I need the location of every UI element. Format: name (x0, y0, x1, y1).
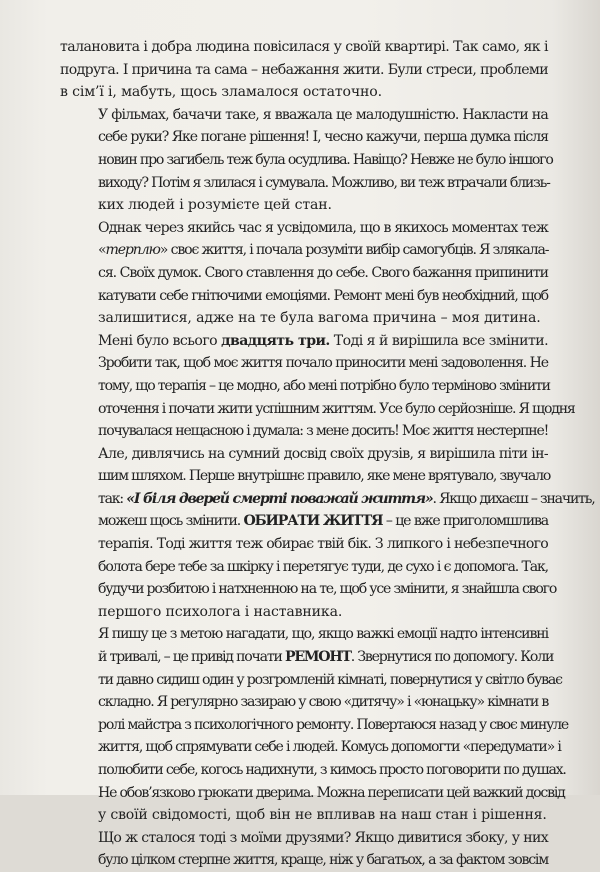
text-line (60, 239, 548, 262)
text-line (60, 578, 557, 601)
paragraph (60, 330, 575, 443)
bold-text: двадцять три. (221, 332, 330, 349)
text-run: складно. Я регулярно зазираю у свою «дитячу» і «юнацьку» кімнати в (98, 694, 549, 711)
text-line (60, 646, 554, 669)
paragraph (60, 36, 548, 104)
paragraph (60, 623, 569, 826)
bold-italic-quote: «І біля дверей смерті поважай життя» (126, 490, 433, 507)
text-line (60, 262, 548, 285)
text-line (60, 59, 548, 82)
text-run: катувати себе гнітючими емоціями. Ремонт мені був необхідний, щоб (98, 287, 548, 304)
text-line (60, 714, 569, 737)
text-line (60, 556, 548, 579)
paragraph (60, 217, 548, 330)
text-line (60, 601, 548, 624)
text-run: тому, що терапія – це модно, або мені потрібно було терміново змінити (98, 377, 550, 394)
text-line (60, 827, 548, 850)
text-run: » своє життя, і почала розуміти вибір самогубців. Я злякала- (159, 242, 549, 259)
text-run: ся. Своїх думок. Свого ставлення до себе. Свого бажання припинити (98, 264, 548, 281)
text-run: Я пишу це з метою нагадати, що, якщо важкі емоції надто інтенсивні (98, 626, 548, 643)
text-line (60, 420, 548, 443)
text-line (60, 804, 548, 827)
text-run: було цілком стерпне життя, краще, ніж у багатьох, а за фактом зовсім (98, 852, 548, 869)
text-run: Не обов’язково грюкати дверима. Можна переписати цей важкий досвід (98, 784, 565, 801)
text-line (60, 736, 561, 759)
text-run: У фільмах, бачачи таке, я вважала це малодушністю. Накласти на (98, 106, 548, 123)
text-run: « (98, 242, 106, 259)
text-run: першого психолога і наставника. (98, 603, 343, 620)
text-line (60, 352, 548, 375)
text-line (60, 465, 551, 488)
text-run: . Якщо дихаєш – значить, (432, 490, 595, 507)
text-line (60, 330, 548, 353)
text-line (60, 669, 562, 692)
text-run: болота бере тебе за шкірку і перетягує туди, де сухо і є допомога. Так, (98, 558, 548, 575)
text-run: шим шляхом. Перше внутрішнє правило, яке мене врятувало, звучало (98, 468, 551, 485)
text-run: можеш щось змінити. (98, 513, 244, 530)
text-run: почувалася нещасною і думала: з мене досить! Моє життя нестерпне! (98, 423, 549, 440)
text-line (60, 759, 566, 782)
text-run: у своїй свідомості, щоб він не впливав на наш стан і рішення. (98, 807, 547, 824)
text-run: залишитися, адже на те була вагома причина – моя дитина. (98, 310, 541, 327)
text-line (60, 81, 548, 104)
text-line (60, 443, 548, 466)
text-run: й тривалі, – це привід почати (98, 649, 285, 666)
text-run: оточення і почати жити успішним життям. Усе було серйозніше. Я щодня (98, 400, 575, 417)
text-run: новин про загибель теж була осудлива. Навіщо? Невже не було іншого (98, 151, 553, 168)
text-line (60, 149, 553, 172)
text-run: Але, дивлячись на сумний досвід своїх друзів, я вирішила піти ін- (98, 445, 548, 462)
text-run: ких людей і розумієте цей стан. (98, 197, 332, 214)
text-line (60, 217, 548, 240)
text-line (60, 849, 548, 872)
text-run: ролі майстра з психологічного ремонту. Повертаюся назад у своє минуле (98, 716, 569, 733)
text-line (60, 104, 548, 127)
text-run: полюбити себе, когось надихнути, з кимось просто поговорити по душах. (98, 762, 566, 778)
text-line (60, 398, 575, 421)
text-line (60, 510, 548, 533)
text-run: . Звернутися по допомогу. Коли (350, 649, 554, 666)
text-run: подруга. І причина та сама – небажання жити. Були стреси, проблеми (60, 61, 548, 78)
paragraph (60, 104, 553, 217)
text-run: Мені було всього (98, 332, 222, 349)
page-body-text (60, 36, 595, 872)
text-line (60, 307, 548, 330)
text-run: так: (98, 490, 127, 507)
text-run: в сім’ї і, мабуть, щось зламалося остаточно. (60, 84, 382, 101)
text-run: себе руки? Яке погане рішення! І, чесно кажучи, перша думка після (98, 129, 548, 146)
text-run: Тоді я й вирішила все змінити. (329, 332, 548, 349)
text-line (60, 782, 565, 805)
text-run: Що ж сталося тоді з моїми друзями? Якщо дивитися збоку, у них (98, 829, 548, 846)
text-run: будучи розбитою і натхненною на те, щоб усе змінити, я знайшла свого (98, 581, 557, 598)
text-run: – це вже приголомшлива (382, 513, 549, 530)
paragraph (60, 443, 595, 624)
italic-text: терплю (105, 242, 160, 259)
text-line (60, 488, 595, 511)
text-run: життя, щоб спрямувати себе і людей. Комусь допомогти «передумати» і (98, 739, 561, 756)
text-run: Зробити так, щоб моє життя почало приносити мені задоволення. Не (98, 355, 548, 372)
text-line (60, 172, 548, 195)
bold-text: ОБИРАТИ ЖИТТЯ (243, 513, 383, 530)
text-line (60, 691, 548, 714)
text-line (60, 285, 548, 308)
text-line (60, 533, 548, 556)
text-line (60, 194, 548, 217)
text-run: Однак через якийсь час я усвідомила, що в якихось моментах теж (98, 219, 548, 236)
text-line (60, 375, 548, 398)
text-line (60, 36, 548, 59)
bold-text: РЕМОНТ (284, 649, 351, 666)
text-run: терапія. Тоді життя теж обирає твій бік. З липкого і небезпечного (98, 536, 548, 553)
text-run: виходу? Потім я злилася і сумувала. Можливо, ви теж втрачали близь- (98, 174, 550, 191)
text-line (60, 126, 548, 149)
text-line (60, 623, 548, 646)
text-run: ти давно сидиш один у розгромленій кімнаті, повернутися у світло буває (98, 671, 562, 688)
paragraph (60, 827, 548, 872)
text-run: талановита і добра людина повісилася у своїй квартирі. Так само, як і (60, 39, 548, 55)
